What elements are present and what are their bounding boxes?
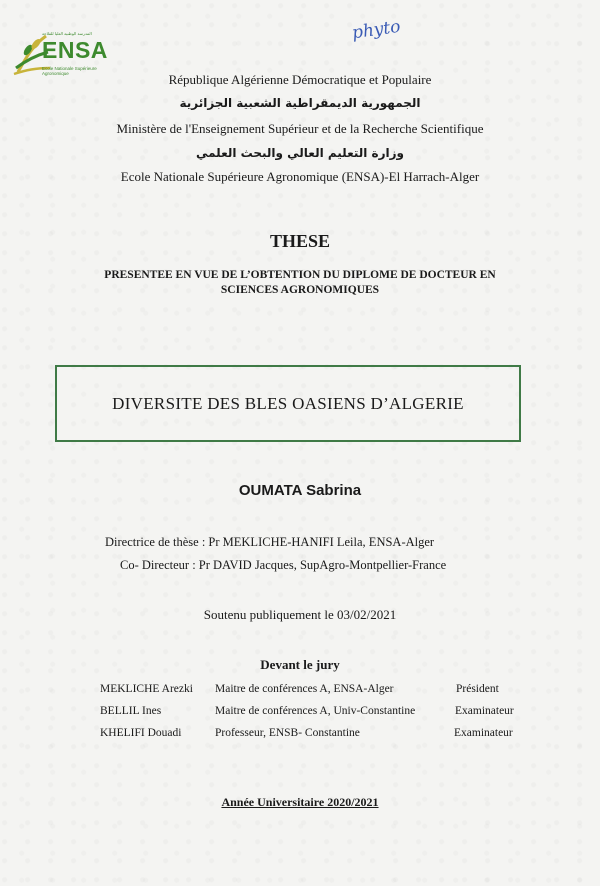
jury-member-title: Professeur, ENSB- Constantine: [215, 727, 360, 739]
logo-name: ENSA: [42, 37, 108, 63]
thesis-subtitle-line1: PRESENTEE EN VUE DE L’OBTENTION DU DIPLOME DE DOCTEUR EN: [104, 269, 496, 281]
jury-member-role: Examinateur: [455, 705, 514, 717]
author-name: OUMATA Sabrina: [238, 482, 362, 499]
jury-member-role: Examinateur: [454, 727, 513, 739]
jury-member-name: MEKLICHE Arezki: [100, 683, 193, 695]
jury-heading: Devant le jury: [260, 657, 340, 672]
ensa-logo: [12, 28, 122, 78]
jury-member-name: BELLIL Ines: [100, 705, 162, 717]
thesis-co-director: Co- Directeur : Pr DAVID Jacques, SupAgro-Montpellier-France: [120, 558, 447, 572]
handwritten-note: phyto: [350, 16, 402, 44]
republic-french: République Algérienne Démocratique et Populaire: [168, 72, 432, 87]
logo-arabic-text: المدرسة الوطنية العليا للفلاحة: [42, 31, 92, 36]
jury-member-title: Maitre de conférences A, ENSA-Alger: [215, 683, 394, 695]
thesis-label: THESE: [269, 231, 331, 251]
ministry-french: Ministère de l'Enseignement Supérieur et de la Recherche Scientifique: [116, 121, 484, 136]
thesis-subtitle: [70, 268, 530, 298]
logo-subtitle: Ecole Nationale Supérieure Agronomique: [42, 66, 97, 76]
jury-member-name: KHELIFI Douadi: [100, 727, 182, 739]
republic-arabic: الجمهورية الديمقراطية الشعبية الجزائرية: [179, 96, 421, 110]
defense-date: Soutenu publiquement le 03/02/2021: [203, 607, 397, 622]
academic-year: Année Universitaire 2020/2021: [221, 795, 379, 809]
thesis-director: Directrice de thèse : Pr MEKLICHE-HANIFI Leila, ENSA-Alger: [105, 535, 435, 549]
thesis-subtitle-line2: SCIENCES AGRONOMIQUES: [220, 284, 380, 296]
thesis-title-frame: [55, 365, 521, 442]
school-name: Ecole Nationale Supérieure Agronomique (ENSA)-El Harrach-Alger: [120, 169, 480, 184]
jury-member-role: Président: [456, 683, 499, 695]
jury-member-title: Maitre de conférences A, Univ-Constantine: [215, 705, 416, 717]
ministry-arabic: وزارة التعليم العالي والبحث العلمي: [195, 146, 405, 160]
thesis-title: DIVERSITE DES BLES OASIENS D’ALGERIE: [112, 393, 464, 413]
